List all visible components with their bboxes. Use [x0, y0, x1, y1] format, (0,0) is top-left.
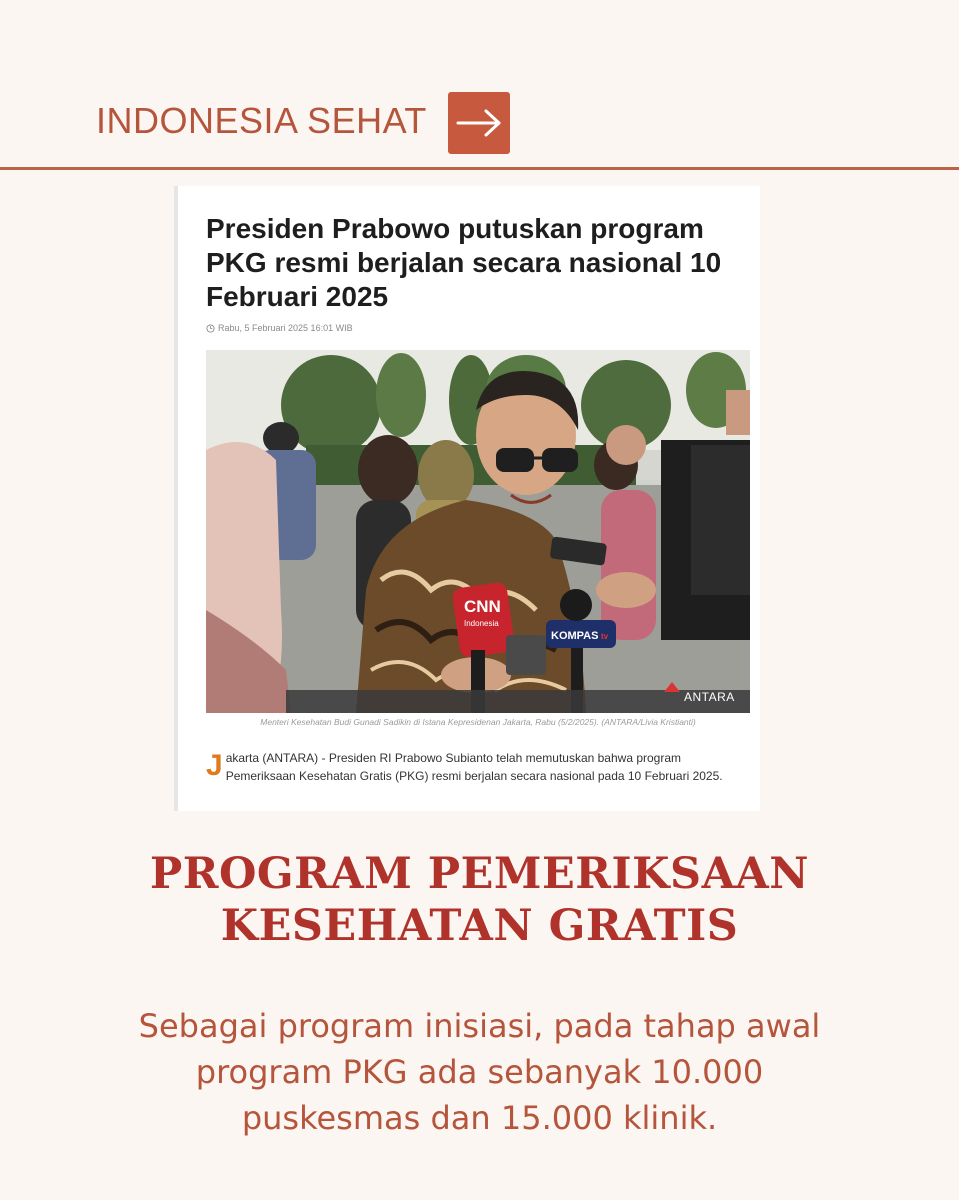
arrow-right-icon: [455, 108, 503, 138]
article-meta: [206, 323, 353, 333]
article-photo: [206, 350, 750, 713]
article-lead: [206, 749, 746, 785]
brand-title: INDONESIA SEHAT: [96, 100, 427, 141]
header: [0, 0, 959, 170]
lead-text: akarta (ANTARA) - Presiden RI Prabowo Subianto telah memutuskan bahwa program Pemeriksaan Kesehatan Gratis (PKG) resmi berjalan secara nasional pada 10 Februari 2025.: [225, 751, 723, 783]
article-headline: Presiden Prabowo putuskan program PKG resmi berjalan secara nasional 10 Februari 2025: [206, 213, 722, 312]
mic-label-tv: tv: [601, 632, 609, 641]
clock-icon: [206, 324, 215, 333]
article-timestamp: Rabu, 5 Februari 2025 16:01 WIB: [218, 323, 353, 333]
description-line2: program PKG ada sebanyak 10.000: [195, 1053, 764, 1091]
program-title-line2: KESEHATAN GRATIS: [220, 901, 739, 951]
next-button[interactable]: [448, 92, 510, 154]
lead-dropcap: J: [206, 749, 223, 782]
program-title: [0, 848, 959, 952]
mic-label-indonesia: Indonesia: [464, 619, 499, 628]
photo-watermark: ANTARA: [684, 690, 735, 704]
mic-label-cnn: CNN: [464, 597, 501, 616]
photo-caption: Menteri Kesehatan Budi Gunadi Sadikin di Istana Kepresidenan Jakarta, Rabu (5/2/2025). (ANTARA/Livia Kristianti): [260, 717, 696, 727]
mic-label-kompas: KOMPAS: [551, 630, 599, 642]
program-title-line1: PROGRAM PEMERIKSAAN: [149, 849, 810, 899]
program-description: [0, 1003, 959, 1141]
header-divider: [0, 167, 959, 170]
description-line3: puskesmas dan 15.000 klinik.: [241, 1099, 718, 1137]
description-line1: Sebagai program inisiasi, pada tahap awal: [138, 1007, 821, 1045]
news-article-card: [178, 186, 760, 811]
